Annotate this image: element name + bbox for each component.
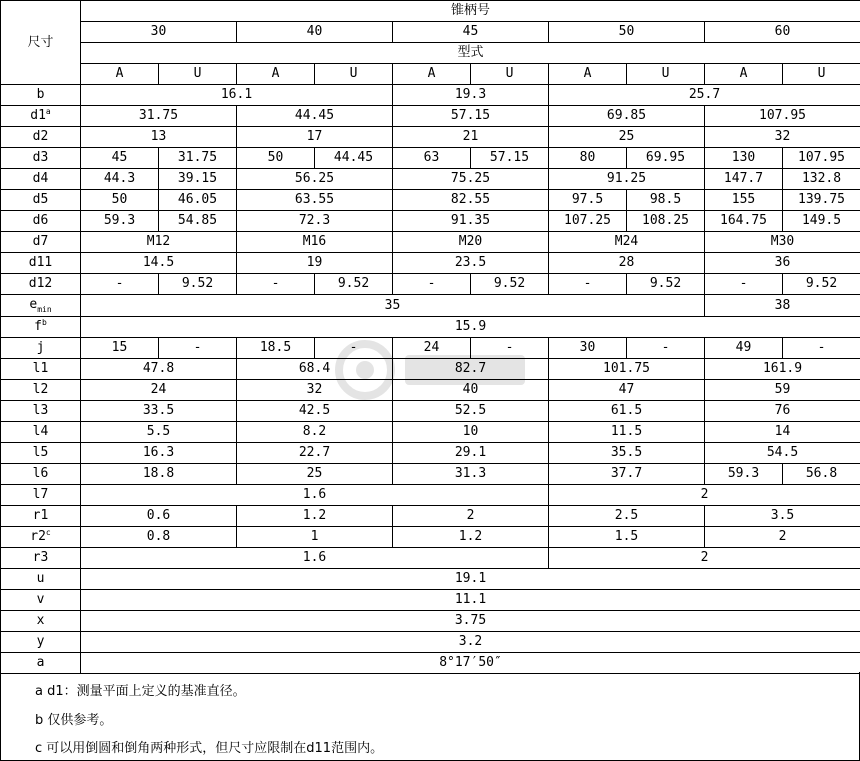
table-cell: 19 [237, 253, 393, 274]
table-cell: 50 [81, 190, 159, 211]
table-cell: M20 [393, 232, 549, 253]
table-row [1, 85, 860, 106]
row-label-text: d11 [28, 255, 53, 270]
table-cell: M24 [549, 232, 705, 253]
table-cell: 1 [237, 527, 393, 548]
table-cell: - [81, 274, 159, 295]
form-u-header: U [315, 64, 393, 85]
table-cell: 164.75 [705, 211, 783, 232]
table-cell: 22.7 [237, 443, 393, 464]
table-cell: 155 [705, 190, 783, 211]
row-label [1, 485, 81, 506]
header-row-sizes [1, 22, 860, 43]
row-label-text: d2 [32, 129, 49, 144]
table-cell: 149.5 [783, 211, 860, 232]
row-label-text: l6 [32, 466, 49, 481]
row-label [1, 106, 81, 127]
table-row [1, 611, 860, 632]
table-cell: 57.15 [471, 148, 549, 169]
table-cell: - [705, 274, 783, 295]
table-cell: 56.8 [783, 464, 860, 485]
row-label [1, 148, 81, 169]
table-cell: 40 [393, 380, 549, 401]
row-label [1, 464, 81, 485]
table-row [1, 422, 860, 443]
header-row-taper [1, 1, 860, 22]
table-cell: 76 [705, 401, 860, 422]
table-cell: 14.5 [81, 253, 237, 274]
table-cell: 80 [549, 148, 627, 169]
table-cell: 0.8 [81, 527, 237, 548]
table-cell: 39.15 [159, 169, 237, 190]
table-row [1, 548, 860, 569]
footnote-a: a d1：测量平面上定义的基准直径。 [35, 684, 246, 699]
row-label [1, 338, 81, 359]
table-cell: - [471, 338, 549, 359]
table-cell: 72.3 [237, 211, 393, 232]
table-cell: 15.9 [81, 317, 860, 338]
table-cell: 42.5 [237, 401, 393, 422]
footnote-c: c 可以用倒圆和倒角两种形式，但尺寸应限制在d11范围内。 [35, 741, 384, 756]
row-label [1, 380, 81, 401]
row-label-text: l1 [32, 361, 49, 376]
row-label-text: l3 [32, 403, 49, 418]
footnote-b: b 仅供参考。 [35, 713, 113, 728]
row-label-text: d12 [28, 276, 53, 291]
table-cell: 147.7 [705, 169, 783, 190]
table-cell: 29.1 [393, 443, 549, 464]
table-row [1, 232, 860, 253]
table-cell: 9.52 [627, 274, 705, 295]
table-cell: 63 [393, 148, 471, 169]
size-header: 45 [393, 22, 549, 43]
table-cell: 32 [237, 380, 393, 401]
header-row-forms [1, 64, 860, 85]
row-label [1, 611, 81, 632]
table-cell: 3.5 [705, 506, 860, 527]
form-a-header: A [705, 64, 783, 85]
table-cell: 82.7 [393, 359, 549, 380]
table-cell: 68.4 [237, 359, 393, 380]
header-row-type [1, 43, 860, 64]
table-cell: 139.75 [783, 190, 860, 211]
table-cell: 9.52 [159, 274, 237, 295]
table-row [1, 443, 860, 464]
row-label [1, 569, 81, 590]
table-row [1, 632, 860, 653]
table-cell: 50 [237, 148, 315, 169]
table-cell: 31.75 [159, 148, 237, 169]
table-cell: 1.2 [393, 527, 549, 548]
table-cell: 2.5 [549, 506, 705, 527]
table-cell: 28 [549, 253, 705, 274]
dimension-header: 尺寸 [1, 1, 81, 85]
table-cell: 3.2 [81, 632, 860, 653]
table-cell: 9.52 [315, 274, 393, 295]
row-label [1, 190, 81, 211]
table-row [1, 253, 860, 274]
row-label-text: f [34, 318, 42, 334]
row-label [1, 401, 81, 422]
table-cell: 75.25 [393, 169, 549, 190]
table-cell: 16.3 [81, 443, 237, 464]
table-cell: 35 [81, 295, 705, 317]
footnote-marker: c [45, 527, 51, 537]
taper-number-header: 锥柄号 [81, 1, 860, 22]
label-subscript: min [37, 305, 52, 314]
table-cell: 44.45 [237, 106, 393, 127]
table-cell: 47 [549, 380, 705, 401]
table-cell: 25 [549, 127, 705, 148]
table-cell: M16 [237, 232, 393, 253]
row-label [1, 295, 81, 317]
table-row [1, 401, 860, 422]
table-cell: 44.3 [81, 169, 159, 190]
table-cell: 69.85 [549, 106, 705, 127]
table-row [1, 190, 860, 211]
row-label-text: a [36, 655, 45, 670]
table-cell: - [393, 274, 471, 295]
table-cell: - [783, 338, 860, 359]
row-label [1, 317, 81, 338]
table-cell: 2 [549, 485, 860, 506]
table-cell: 18.5 [237, 338, 315, 359]
table-cell: 59.3 [81, 211, 159, 232]
table-cell: 8°17′50″ [81, 653, 860, 674]
table-cell: 45 [81, 148, 159, 169]
table-cell: - [315, 338, 393, 359]
table-row [1, 295, 860, 317]
row-label [1, 232, 81, 253]
table-cell: 82.55 [393, 190, 549, 211]
table-cell: 91.25 [549, 169, 705, 190]
row-label-text: l4 [32, 424, 49, 439]
table-cell: 132.8 [783, 169, 860, 190]
table-cell: 14 [705, 422, 860, 443]
form-a-header: A [237, 64, 315, 85]
table-cell: - [237, 274, 315, 295]
table-cell: 24 [81, 380, 237, 401]
form-u-header: U [627, 64, 705, 85]
table-cell: 2 [705, 527, 860, 548]
row-label [1, 548, 81, 569]
table-cell: 1.6 [81, 485, 549, 506]
table-cell: 3.75 [81, 611, 860, 632]
row-label-text: d1 [30, 107, 46, 123]
table-cell: 37.7 [549, 464, 705, 485]
table-cell: 5.5 [81, 422, 237, 443]
table-cell: 9.52 [783, 274, 860, 295]
table-cell: 52.5 [393, 401, 549, 422]
table-row [1, 317, 860, 338]
table-row [1, 338, 860, 359]
row-label-text: e [29, 297, 38, 312]
table-cell: 59.3 [705, 464, 783, 485]
row-label-text: u [36, 571, 45, 586]
table-cell: 1.6 [81, 548, 549, 569]
table-cell: 13 [81, 127, 237, 148]
row-label [1, 253, 81, 274]
table-cell: 101.75 [549, 359, 705, 380]
table-row [1, 127, 860, 148]
table-row [1, 211, 860, 232]
form-u-header: U [471, 64, 549, 85]
size-header: 60 [705, 22, 860, 43]
table-cell: 31.3 [393, 464, 549, 485]
table-row [1, 464, 860, 485]
table-cell: 23.5 [393, 253, 549, 274]
table-cell: 38 [705, 295, 860, 317]
table-cell: M12 [81, 232, 237, 253]
row-label-text: r1 [32, 508, 49, 523]
row-label [1, 211, 81, 232]
table-cell: 33.5 [81, 401, 237, 422]
row-label-text: d4 [32, 171, 49, 186]
table-cell: 10 [393, 422, 549, 443]
row-label [1, 422, 81, 443]
form-u-header: U [159, 64, 237, 85]
form-a-header: A [81, 64, 159, 85]
table-cell: 31.75 [81, 106, 237, 127]
row-label [1, 85, 81, 106]
row-label-text: l2 [32, 382, 49, 397]
table-cell: 1.5 [549, 527, 705, 548]
size-header: 40 [237, 22, 393, 43]
footnote-marker: b [42, 317, 47, 327]
type-header: 型式 [81, 43, 860, 64]
table-cell: 47.8 [81, 359, 237, 380]
row-label [1, 359, 81, 380]
row-label-text: d6 [32, 213, 49, 228]
table-cell: 18.8 [81, 464, 237, 485]
table-cell: - [159, 338, 237, 359]
row-label [1, 653, 81, 674]
table-cell: 46.05 [159, 190, 237, 211]
table-cell: 8.2 [237, 422, 393, 443]
table-cell: M30 [705, 232, 860, 253]
form-a-header: A [393, 64, 471, 85]
row-label [1, 274, 81, 295]
table-cell: 32 [705, 127, 860, 148]
table-cell: 97.5 [549, 190, 627, 211]
row-label [1, 506, 81, 527]
table-cell: 49 [705, 338, 783, 359]
table-row [1, 590, 860, 611]
table-row [1, 359, 860, 380]
table-cell: 56.25 [237, 169, 393, 190]
table-row [1, 527, 860, 548]
table-cell: 30 [549, 338, 627, 359]
form-u-header: U [783, 64, 860, 85]
table-cell: 21 [393, 127, 549, 148]
table-row [1, 106, 860, 127]
row-label-text: l5 [32, 445, 49, 460]
table-row [1, 653, 860, 674]
row-label-text: d3 [32, 150, 49, 165]
table-cell: 2 [393, 506, 549, 527]
row-label-text: b [36, 87, 45, 102]
table-row [1, 485, 860, 506]
row-label-text: y [36, 634, 45, 649]
table-cell: 107.95 [705, 106, 860, 127]
table-cell: 0.6 [81, 506, 237, 527]
row-label [1, 443, 81, 464]
table-row [1, 274, 860, 295]
row-label-text: d5 [32, 192, 49, 207]
table-cell: 11.5 [549, 422, 705, 443]
table-cell: 69.95 [627, 148, 705, 169]
table-cell: 36 [705, 253, 860, 274]
row-label [1, 590, 81, 611]
table-cell: 54.5 [705, 443, 860, 464]
row-label [1, 632, 81, 653]
table-cell: 35.5 [549, 443, 705, 464]
table-cell: 108.25 [627, 211, 705, 232]
table-cell: 107.95 [783, 148, 860, 169]
table-cell: 98.5 [627, 190, 705, 211]
row-label-text: l7 [32, 487, 49, 502]
table-row [1, 506, 860, 527]
form-a-header: A [549, 64, 627, 85]
table-cell: 44.45 [315, 148, 393, 169]
table-cell: 25.7 [549, 85, 860, 106]
row-label-text: r2 [30, 528, 46, 544]
size-header: 30 [81, 22, 237, 43]
table-cell: 16.1 [81, 85, 393, 106]
row-label-text: v [36, 592, 45, 607]
row-label-text: r3 [32, 550, 49, 565]
table-cell: 91.35 [393, 211, 549, 232]
table-cell: 24 [393, 338, 471, 359]
table-row [1, 169, 860, 190]
table-cell: 2 [549, 548, 860, 569]
footnote-marker: a [45, 106, 51, 116]
table-cell: 107.25 [549, 211, 627, 232]
table-cell: 19.3 [393, 85, 549, 106]
table-cell: - [549, 274, 627, 295]
table-row [1, 148, 860, 169]
table-cell: 57.15 [393, 106, 549, 127]
table-cell: 25 [237, 464, 393, 485]
table-cell: 54.85 [159, 211, 237, 232]
row-label [1, 127, 81, 148]
table-cell: 19.1 [81, 569, 860, 590]
table-cell: 15 [81, 338, 159, 359]
row-label-text: d7 [32, 234, 49, 249]
table-cell: 11.1 [81, 590, 860, 611]
table-cell: 161.9 [705, 359, 860, 380]
table-cell: 17 [237, 127, 393, 148]
row-label-text: j [36, 340, 45, 355]
size-header: 50 [549, 22, 705, 43]
footnotes [0, 672, 860, 761]
table-cell: 9.52 [471, 274, 549, 295]
row-label [1, 527, 81, 548]
table-cell: 59 [705, 380, 860, 401]
row-label-text: x [36, 613, 45, 628]
table-cell: 130 [705, 148, 783, 169]
table-cell: 1.2 [237, 506, 393, 527]
table-row [1, 569, 860, 590]
table-cell: - [627, 338, 705, 359]
table-cell: 61.5 [549, 401, 705, 422]
table-cell: 63.55 [237, 190, 393, 211]
row-label [1, 169, 81, 190]
table-row [1, 380, 860, 401]
